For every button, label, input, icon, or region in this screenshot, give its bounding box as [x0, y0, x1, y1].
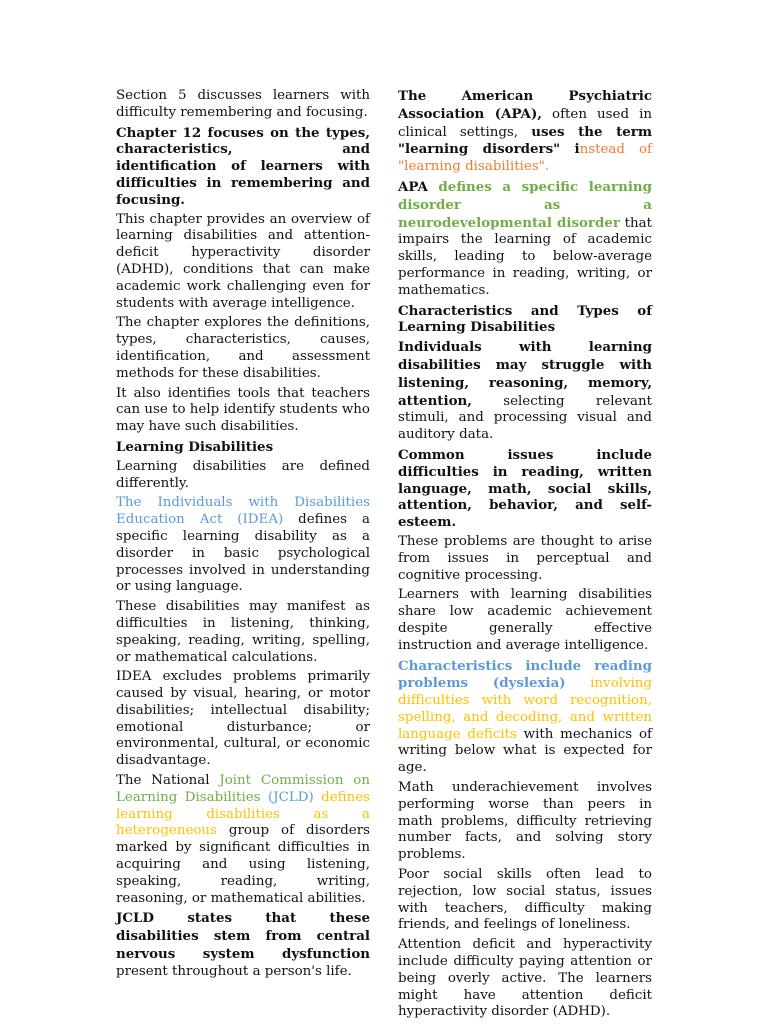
text-run: The National [116, 773, 220, 789]
paragraph: Poor social skills often lead to rejection, low social status, issues with teachers, difficulty making friends, and feelings of loneliness. [398, 867, 652, 933]
section-heading: Learning Disabilities [116, 438, 274, 455]
bold-text: Individuals with learning disabilities may struggle with listening, reasoning, memory, attention, [398, 339, 652, 409]
paragraph-bold: Common issues include difficulties in reading, written language, math, social skills, attention, behavior, and self-esteem. [398, 446, 652, 531]
text-run: present throughout a person's life. [116, 963, 352, 979]
paragraph: Attention deficit and hyperactivity include difficulty paying attention or being overly active. The learners might have attention deficit hyperactivity disorder (ADHD). [398, 937, 652, 1020]
highlight-text: nstead of "learning disabilities". [398, 142, 653, 175]
paragraph: IDEA excludes problems primarily caused by visual, hearing, or motor disabilities; intellectual disability; emotional disturbance; or environmental, cultural, or economic disadvantage. [116, 669, 370, 769]
text-run: that impairs the learning of academic skills, leading to below-average performance in reading, writing, or mathematics. [398, 215, 652, 298]
highlight-text: involving difficulties with word recognition, spelling, and decoding, and written language deficits [398, 676, 652, 742]
bold-text: JCLD states that these disabilities stem from central nervous system dysfunction [116, 910, 370, 963]
paragraph [398, 179, 652, 300]
paragraph [116, 495, 370, 596]
paragraph: Math underachievement involves performing worse than peers in math problems, difficulty retrieving number facts, and solving story problems. [398, 780, 652, 863]
text-run: with mechanics of writing below what is expected for age. [398, 726, 652, 776]
paragraph [116, 773, 370, 907]
paragraph: Learning disabilities are defined differently. [116, 458, 370, 491]
paragraph [398, 658, 652, 778]
paragraph [116, 910, 370, 980]
text-run: often used in clinical settings, [398, 106, 652, 140]
highlight-text: defines learning disabilities as a heterogeneous [116, 789, 370, 839]
bold-text: uses the term "learning disorders" i [398, 123, 653, 158]
text-run: selecting relevant stimuli, and processing visual and auditory data. [398, 393, 652, 443]
bold-text: The American Psychiatric Association (APA), [398, 88, 652, 122]
paragraph [398, 339, 652, 444]
paragraph: It also identifies tools that teachers can use to help identify students who may have such disabilities. [116, 385, 370, 435]
paragraph: Learners with learning disabilities share low academic achievement despite generally effective instruction and average intelligence. [398, 587, 652, 653]
highlight-text: Joint Commission on Learning Disabilities [116, 773, 370, 805]
text-run: group of disorders marked by significant difficulties in acquiring and using listening, speaking, reading, writing, reasoning, or mathematical abilities. [116, 823, 370, 906]
paragraph-bold: Chapter 12 focuses on the types, characteristics, and identification of learners with difficulties in remembering and focusing. [116, 124, 370, 208]
paragraph [398, 88, 652, 176]
paragraph: Section 5 discusses learners with difficulty remembering and focusing. [116, 88, 370, 120]
section-heading: Characteristics and Types of Learning Disabilities [398, 302, 652, 336]
paragraph: The chapter explores the definitions, types, characteristics, causes, identification, and assessment methods for these disabilities. [116, 315, 370, 381]
paragraph: These problems are thought to arise from issues in perceptual and cognitive processing. [398, 533, 652, 583]
text-run: defines a specific learning disability as a disorder in basic psychological processes involved in understanding or using language. [116, 512, 370, 595]
paragraph: This chapter provides an overview of learning disabilities and attention-deficit hyperactivity disorder (ADHD), conditions that can make academic work challenging even for students with average intelligence. [116, 211, 370, 311]
highlight-text: (JCLD) [260, 789, 314, 805]
highlight-text: Characteristics include reading problems (dyslexia) [398, 657, 652, 692]
right-column [398, 88, 652, 1024]
highlight-text: The Individuals with Disabilities Education Act (IDEA) [116, 495, 370, 528]
left-column [116, 88, 370, 984]
highlight-text: defines a specific learning disorder as a neurodevelopmental disorder [398, 178, 652, 231]
paragraph: These disabilities may manifest as difficulties in listening, thinking, speaking, reading, writing, spelling, or mathematical calculations. [116, 599, 370, 665]
bold-text: APA [398, 178, 428, 195]
